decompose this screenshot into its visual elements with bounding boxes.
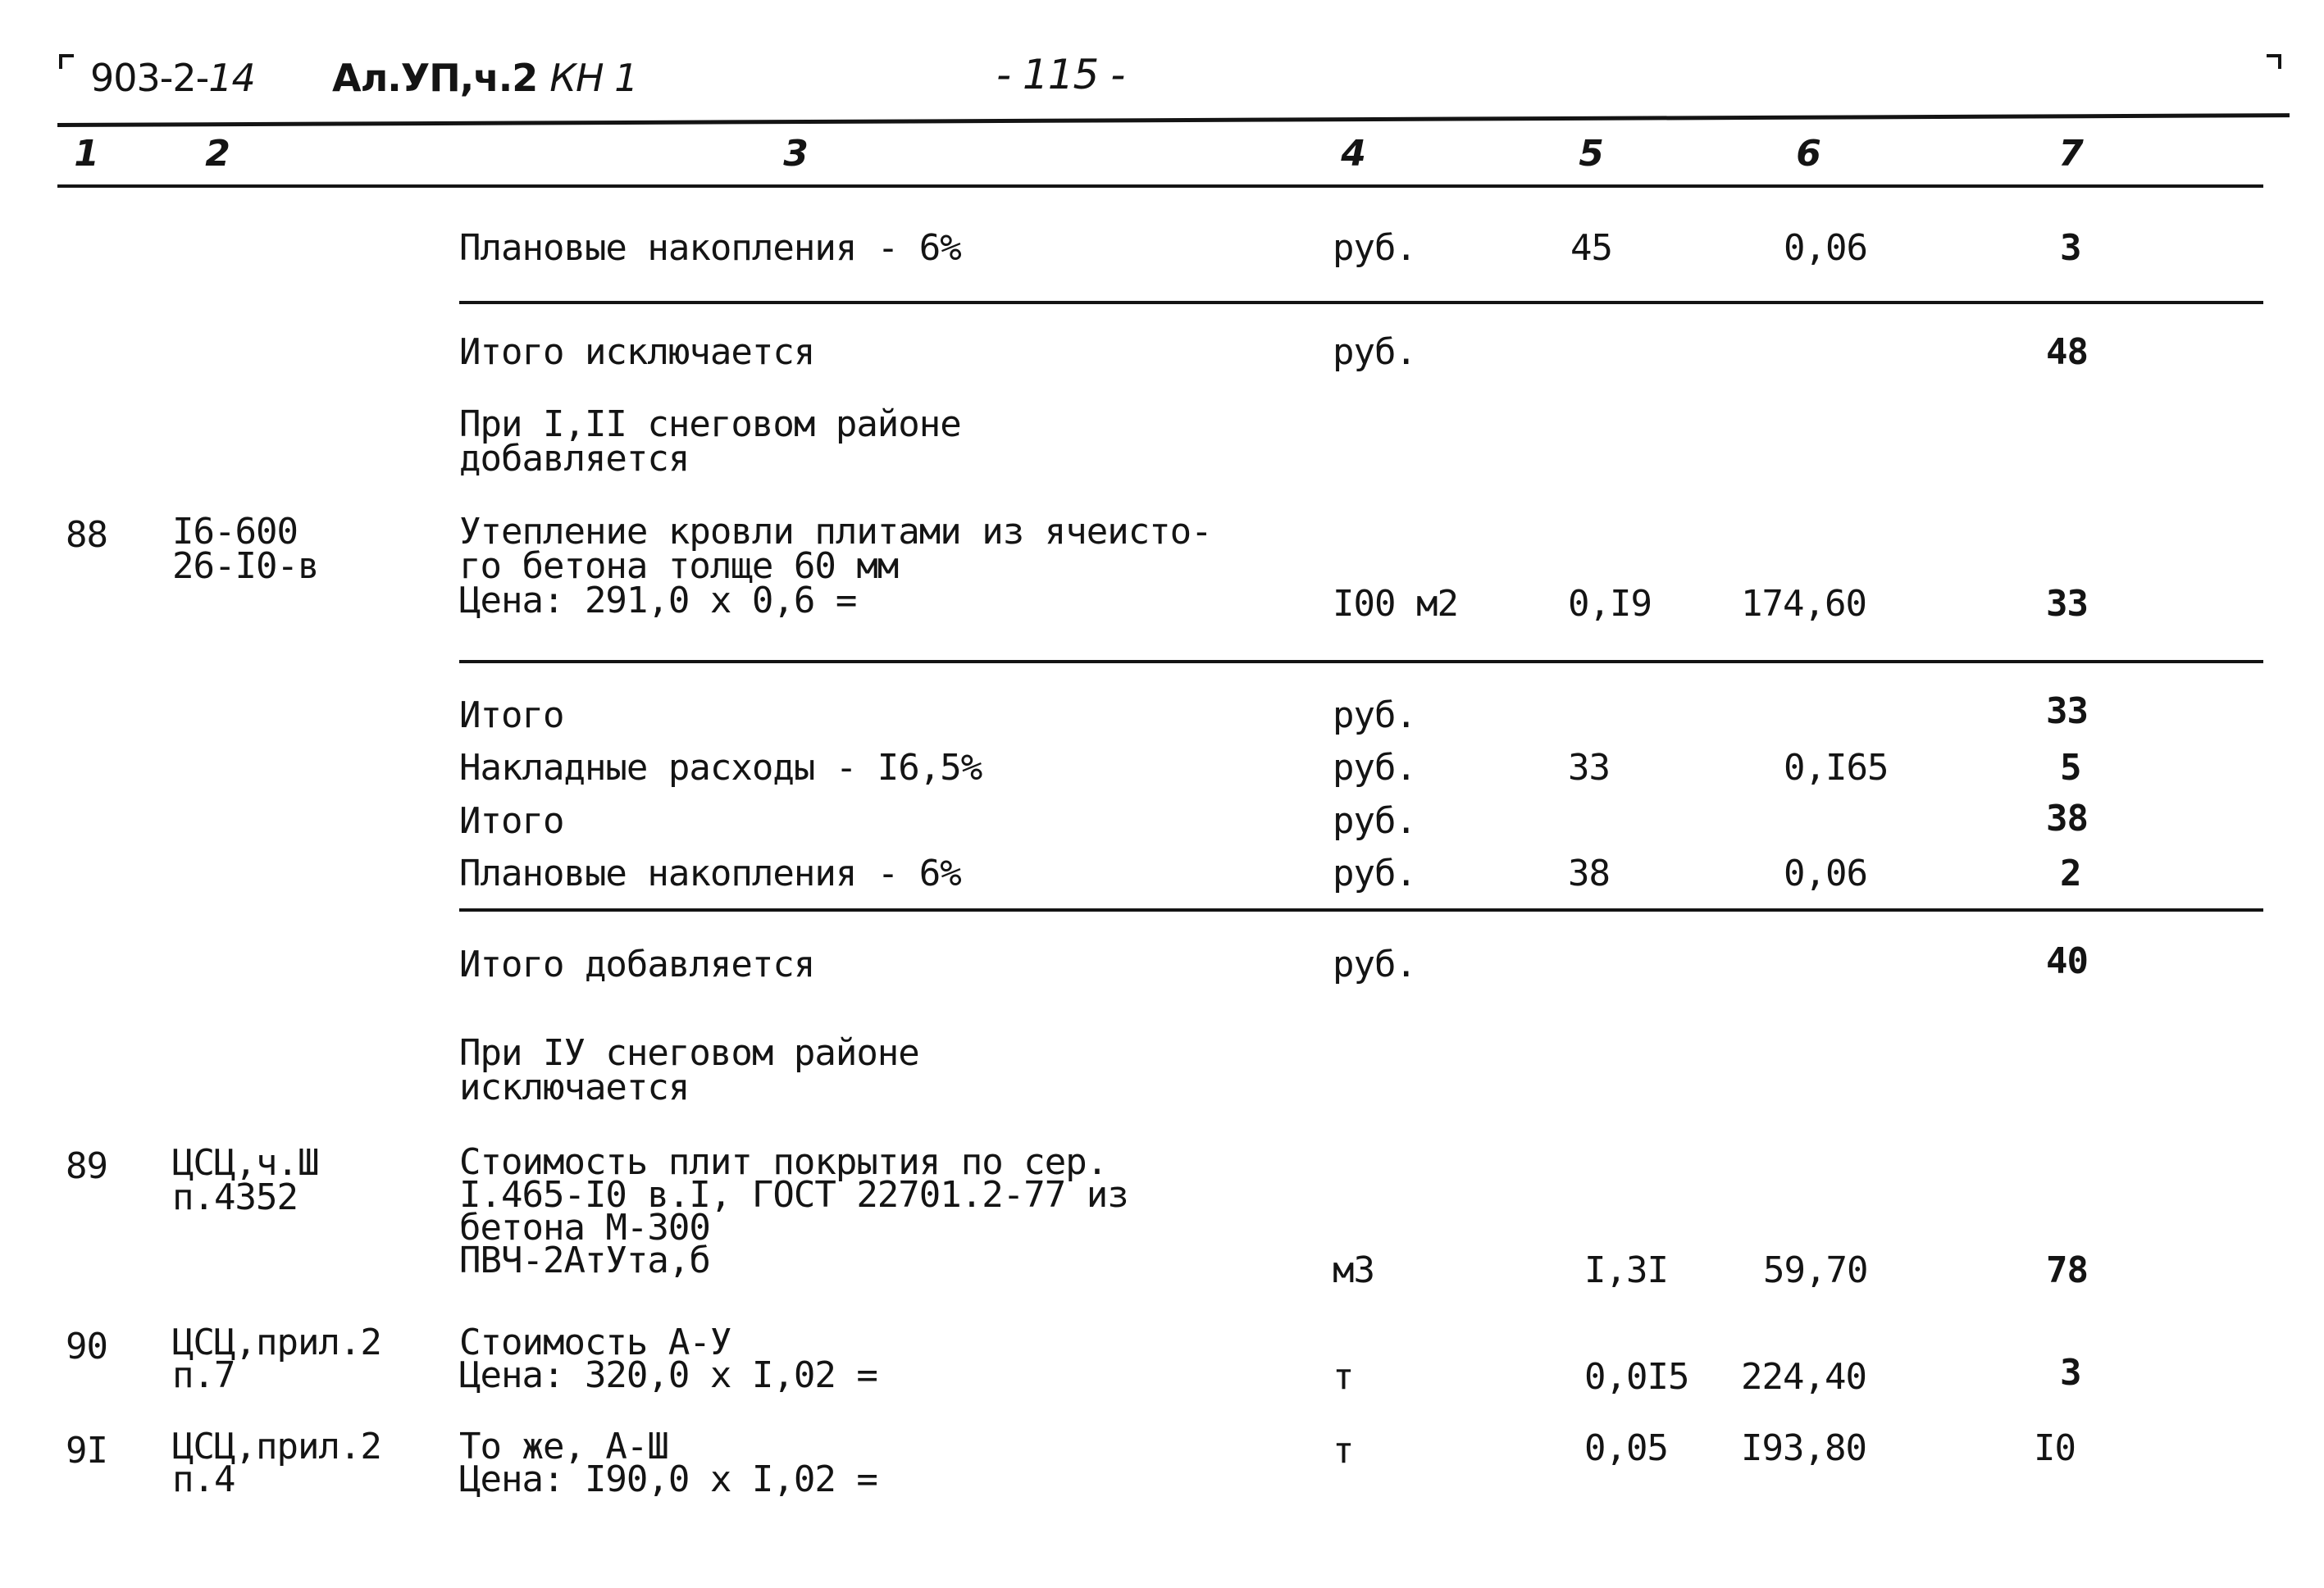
header-rule-top — [57, 113, 2290, 127]
doc-code: 903-2-14 — [90, 56, 255, 100]
row-88-price: 174,60 — [1741, 583, 1866, 625]
row-91-price: I93,80 — [1741, 1427, 1866, 1469]
row-overhead-unit: руб. — [1333, 747, 1416, 789]
row-89-qty: I,3I — [1584, 1249, 1668, 1291]
row-89-total: 78 — [2046, 1249, 2088, 1291]
row-total-excluded-total: 48 — [2046, 331, 2088, 373]
row-overhead-total: 5 — [2060, 747, 2081, 789]
row-90-code: ЦСЦ,прил.2 п.7 — [172, 1322, 381, 1396]
row-total-added-total: 40 — [2046, 940, 2088, 982]
row-planned-savings-desc: Плановые накопления - 6% — [459, 227, 961, 269]
row-91-qty: 0,05 — [1584, 1427, 1668, 1469]
row-planned-savings-2-desc: Плановые накопления - 6% — [459, 853, 961, 894]
row-overhead-price: 0,I65 — [1784, 747, 1889, 789]
col-header-5: 5 — [1579, 133, 1603, 175]
row-subtotal-2-total: 38 — [2046, 798, 2088, 840]
row-planned-savings-total: 3 — [2060, 227, 2081, 269]
row-planned-savings-2-price: 0,06 — [1784, 853, 1867, 894]
row-91-code: ЦСЦ,прил.2 п.4 — [172, 1426, 381, 1500]
row-90-number: 90 — [66, 1326, 107, 1367]
row-snow-region-excluded-heading: При IУ снеговом районе исключается — [459, 1032, 919, 1108]
row-90-qty: 0,0I5 — [1584, 1356, 1689, 1398]
row-90-total: 3 — [2060, 1352, 2081, 1394]
row-overhead-desc: Накладные расходы - I6,5% — [459, 747, 982, 789]
row-91-desc: То же, А-Ш Цена: I90,0 х I,02 = — [459, 1426, 877, 1500]
row-planned-savings-2-unit: руб. — [1333, 853, 1416, 894]
book-handwritten: КН 1 — [549, 56, 638, 100]
doc-code-handwritten: 14 — [208, 56, 255, 100]
row-88-number: 88 — [66, 514, 107, 556]
row-88-total: 33 — [2046, 583, 2088, 625]
row-planned-savings-qty: 45 — [1570, 227, 1612, 269]
row-snow-region-added-heading: При I,II снеговом районе добавляется — [459, 403, 961, 480]
col-header-2: 2 — [205, 133, 230, 175]
album-reference: Ал.УП,ч.2 КН 1 — [332, 56, 638, 100]
row-90-unit: т — [1333, 1356, 1354, 1398]
row-88-unit: I00 м2 — [1333, 583, 1458, 625]
header-rule-bottom — [57, 184, 2263, 188]
row-89-unit: м3 — [1333, 1249, 1374, 1291]
row-88-qty: 0,I9 — [1568, 583, 1652, 625]
section-rule-2 — [459, 660, 2263, 663]
page-number: - 115 - — [996, 51, 1125, 98]
row-subtotal-2-desc: Итого — [459, 800, 564, 842]
corner-mark-left — [59, 54, 74, 69]
row-89-desc: Стоимость плит покрытия по сер. I.465-I0 в.I, ГОСТ 22701.2-77 из бетона М-300 ПВЧ-2АтУта,б — [459, 1141, 1128, 1281]
row-91-number: 9I — [66, 1430, 107, 1472]
col-header-1: 1 — [74, 133, 98, 175]
col-header-6: 6 — [1796, 133, 1820, 175]
row-total-added-unit: руб. — [1333, 944, 1416, 985]
row-total-excluded-desc: Итого исключается — [459, 331, 815, 373]
row-89-price: 59,70 — [1763, 1249, 1868, 1291]
row-88-desc: Утепление кровли плитами из ячеисто- го бетона толще 60 мм Цена: 291,0 х 0,6 = — [459, 511, 1212, 621]
row-91-unit: т — [1333, 1430, 1354, 1472]
row-89-code: ЦСЦ,ч.Ш п.4352 — [172, 1142, 319, 1218]
row-planned-savings-price: 0,06 — [1784, 227, 1867, 269]
row-total-excluded-unit: руб. — [1333, 331, 1416, 373]
row-subtotal-1-unit: руб. — [1333, 694, 1416, 736]
row-90-price: 224,40 — [1741, 1356, 1866, 1398]
col-header-3: 3 — [783, 133, 808, 175]
row-total-added-desc: Итого добавляется — [459, 944, 815, 985]
row-planned-savings-unit: руб. — [1333, 227, 1416, 269]
row-subtotal-1-desc: Итого — [459, 694, 564, 736]
row-subtotal-2-unit: руб. — [1333, 800, 1416, 842]
col-header-7: 7 — [2058, 133, 2083, 175]
row-planned-savings-2-qty: 38 — [1568, 853, 1610, 894]
row-89-number: 89 — [66, 1145, 107, 1187]
section-rule-1 — [459, 301, 2263, 304]
row-overhead-qty: 33 — [1568, 747, 1610, 789]
section-rule-3 — [459, 908, 2263, 912]
row-subtotal-1-total: 33 — [2046, 690, 2088, 732]
row-planned-savings-2-total: 2 — [2060, 853, 2081, 894]
row-90-desc: Стоимость А-У Цена: 320,0 х I,02 = — [459, 1322, 877, 1396]
corner-mark-right — [2267, 54, 2281, 69]
row-91-total: I0 — [2034, 1427, 2076, 1469]
row-88-code: I6-600 26-I0-в — [172, 511, 319, 587]
col-header-4: 4 — [1341, 133, 1365, 175]
